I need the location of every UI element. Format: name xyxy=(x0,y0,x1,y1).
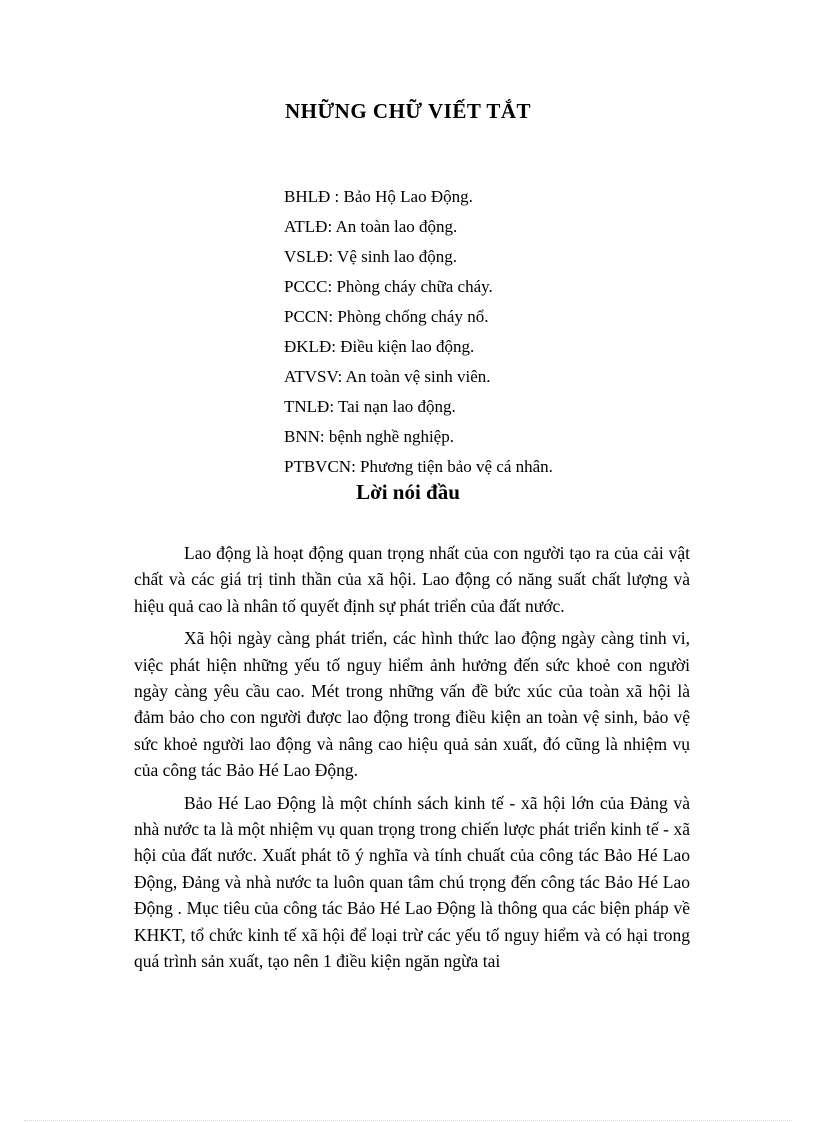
abbreviation-item: TNLĐ: Tai nạn lao động. xyxy=(284,397,456,416)
preface-paragraph: Lao động là hoạt động quan trọng nhất của con người tạo ra của cải vật chất và các giá trị tinh thần của xã hội. Lao động có năng suất chất lượng và hiệu quả cao là nhân tố quyết định sự phát triển của đất nước. xyxy=(134,543,690,616)
abbreviation-list xyxy=(284,182,553,482)
page-title: NHỮNG CHỮ VIẾT TẮT xyxy=(284,99,532,123)
abbreviation-item: BNN: bệnh nghề nghiệp. xyxy=(284,427,454,446)
abbreviation-item: ATLĐ: An toàn lao động. xyxy=(284,217,458,236)
abbreviation-item: PCCC: Phòng cháy chữa cháy. xyxy=(284,277,493,296)
abbreviation-item: PCCN: Phòng chống cháy nổ. xyxy=(284,307,489,326)
preface-heading: Lời nói đầu xyxy=(356,480,460,504)
page-bottom-divider xyxy=(24,1120,792,1121)
abbreviation-item: VSLĐ: Vệ sinh lao động. xyxy=(284,247,457,266)
abbreviation-item: BHLĐ : Bảo Hộ Lao Động. xyxy=(284,187,473,206)
abbreviation-item: ATVSV: An toàn vệ sinh viên. xyxy=(284,367,491,386)
abbreviation-item: ĐKLĐ: Điều kiện lao động. xyxy=(284,337,475,356)
preface-paragraph: Bảo Hé Lao Động là một chính sách kinh tế - xã hội lớn của Đảng và nhà nước ta là một nhiệm vụ quan trọng trong chiến lược phát triển kinh tế - xã hội của đất nước. Xuất phát tõ ý nghĩa và tính chuất của công tác Bảo Hé Lao Động, Đảng và nhà nước ta luôn quan tâm chú trọng đến công tác Bảo Hé Lao Động . Mục tiêu của công tác Bảo Hé Lao Động là thông qua các biện pháp về KHKT, tổ chức kinh tế xã hội để loại trừ các yếu tố nguy hiểm và có hại trong quá trình sản xuất, tạo nên 1 điều kiện ngăn ngừa tai xyxy=(134,792,690,972)
abbreviation-item: PTBVCN: Phương tiện bảo vệ cá nhân. xyxy=(284,457,553,476)
preface-paragraph: Xã hội ngày càng phát triển, các hình thức lao động ngày càng tinh vi, việc phát hiện những yếu tố nguy hiểm ảnh hưởng đến sức khoẻ con người ngày càng yêu cầu cao. Mét trong những vấn đề bức xúc của toàn xã hội là đảm bảo cho con người được lao động trong điều kiện an toàn vệ sinh, bảo vệ sức khoẻ người lao động và nâng cao hiệu quả sản xuất, đó cũng là nhiệm vụ của công tác Bảo Hé Lao Động. xyxy=(134,628,690,781)
preface-body xyxy=(134,540,690,981)
